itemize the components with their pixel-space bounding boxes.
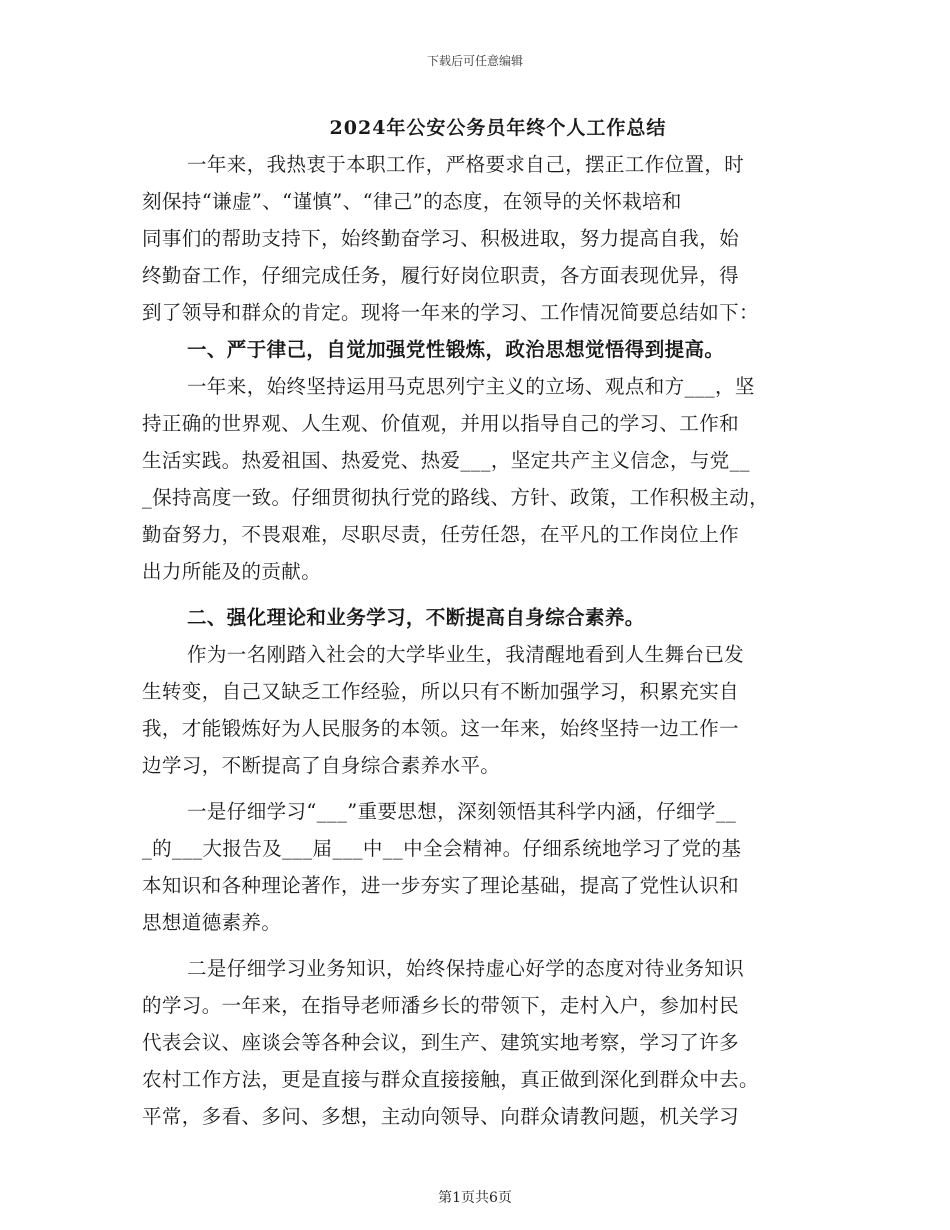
body-text-line: 刻保持“谦虚”、“谨慎”、“律己”的态度，在领导的关怀栽培和 [142, 190, 682, 213]
body-text-line: 代表会议、座谈会等各种会议，到生产、建筑实地考察，学习了许多 [142, 1031, 740, 1054]
body-text-line: 我，才能锻炼好为人民服务的本领。这一年来，始终坚持一边工作一 [142, 717, 740, 740]
body-text-line: 出力所能及的贡献。 [142, 560, 322, 583]
section-heading: 一、严于律己，自觉加强党性锻炼，政治思想觉悟得到提高。 [187, 338, 725, 361]
body-text-line: 生活实践。热爱祖国、热爱党、热爱___，坚定共产主义信念，与党__ [142, 449, 750, 472]
body-text-line: 到了领导和群众的肯定。现将一年来的学习、工作情况简要总结如下： [142, 301, 759, 324]
body-text-line: 持正确的世界观、人生观、价值观，并用以指导自己的学习、工作和 [142, 412, 740, 435]
body-text-line: 平常，多看、多问、多想，主动向领导、向群众请教问题，机关学习 [142, 1105, 740, 1128]
body-text-line: 边学习，不断提高了自身综合素养水平。 [142, 754, 501, 777]
body-text-line: _保持高度一致。仔细贯彻执行党的路线、方针、政策，工作积极主动， [142, 486, 770, 509]
body-text-line: 勤奋努力，不畏艰难，尽职尽责，任劳任怨，在平凡的工作岗位上作 [142, 523, 740, 546]
body-text-line: 生转变，自己又缺乏工作经验，所以只有不断加强学习，积累充实自 [142, 680, 740, 703]
document-body [142, 146, 814, 1135]
body-text-line: 作为一名刚踏入社会的大学毕业生，我清醒地看到人生舞台已发 [187, 643, 745, 666]
body-text-line: 一是仔细学习“___”重要思想，深刻领悟其科学内涵，仔细学__ [187, 800, 737, 823]
body-text-line: 二是仔细学习业务知识，始终保持虚心好学的态度对待业务知识 [187, 957, 745, 980]
page-footer: 第1页共6页 [438, 1190, 512, 1206]
document-title: 2024年公安公务员年终个人工作总结 [329, 117, 667, 139]
body-text-line: 思想道德素养。 [142, 911, 282, 934]
body-text-line: 一年来，我热衷于本职工作，严格要求自己，摆正工作位置，时 [187, 153, 745, 176]
header-note: 下载后可任意编辑 [426, 54, 523, 68]
body-text-line: _的___大报告及___届___中__中全会精神。仔细系统地学习了党的基 [142, 837, 742, 860]
body-text-line: 一年来，始终坚持运用马克思列宁主义的立场、观点和方___，坚 [187, 375, 755, 398]
body-text-line: 本知识和各种理论著作，进一步夯实了理论基础，提高了党性认识和 [142, 874, 740, 897]
section-heading: 二、强化理论和业务学习，不断提高自身综合素养。 [187, 606, 645, 629]
body-text-line: 同事们的帮助支持下，始终勤奋学习、积极进取，努力提高自我，始 [142, 227, 740, 250]
body-text-line: 农村工作方法，更是直接与群众直接接触，真正做到深化到群众中去。 [142, 1068, 759, 1091]
body-text-line: 终勤奋工作，仔细完成任务，履行好岗位职责，各方面表现优异，得 [142, 264, 740, 287]
body-text-line: 的学习。一年来，在指导老师潘乡长的带领下，走村入户，参加村民 [142, 994, 740, 1017]
